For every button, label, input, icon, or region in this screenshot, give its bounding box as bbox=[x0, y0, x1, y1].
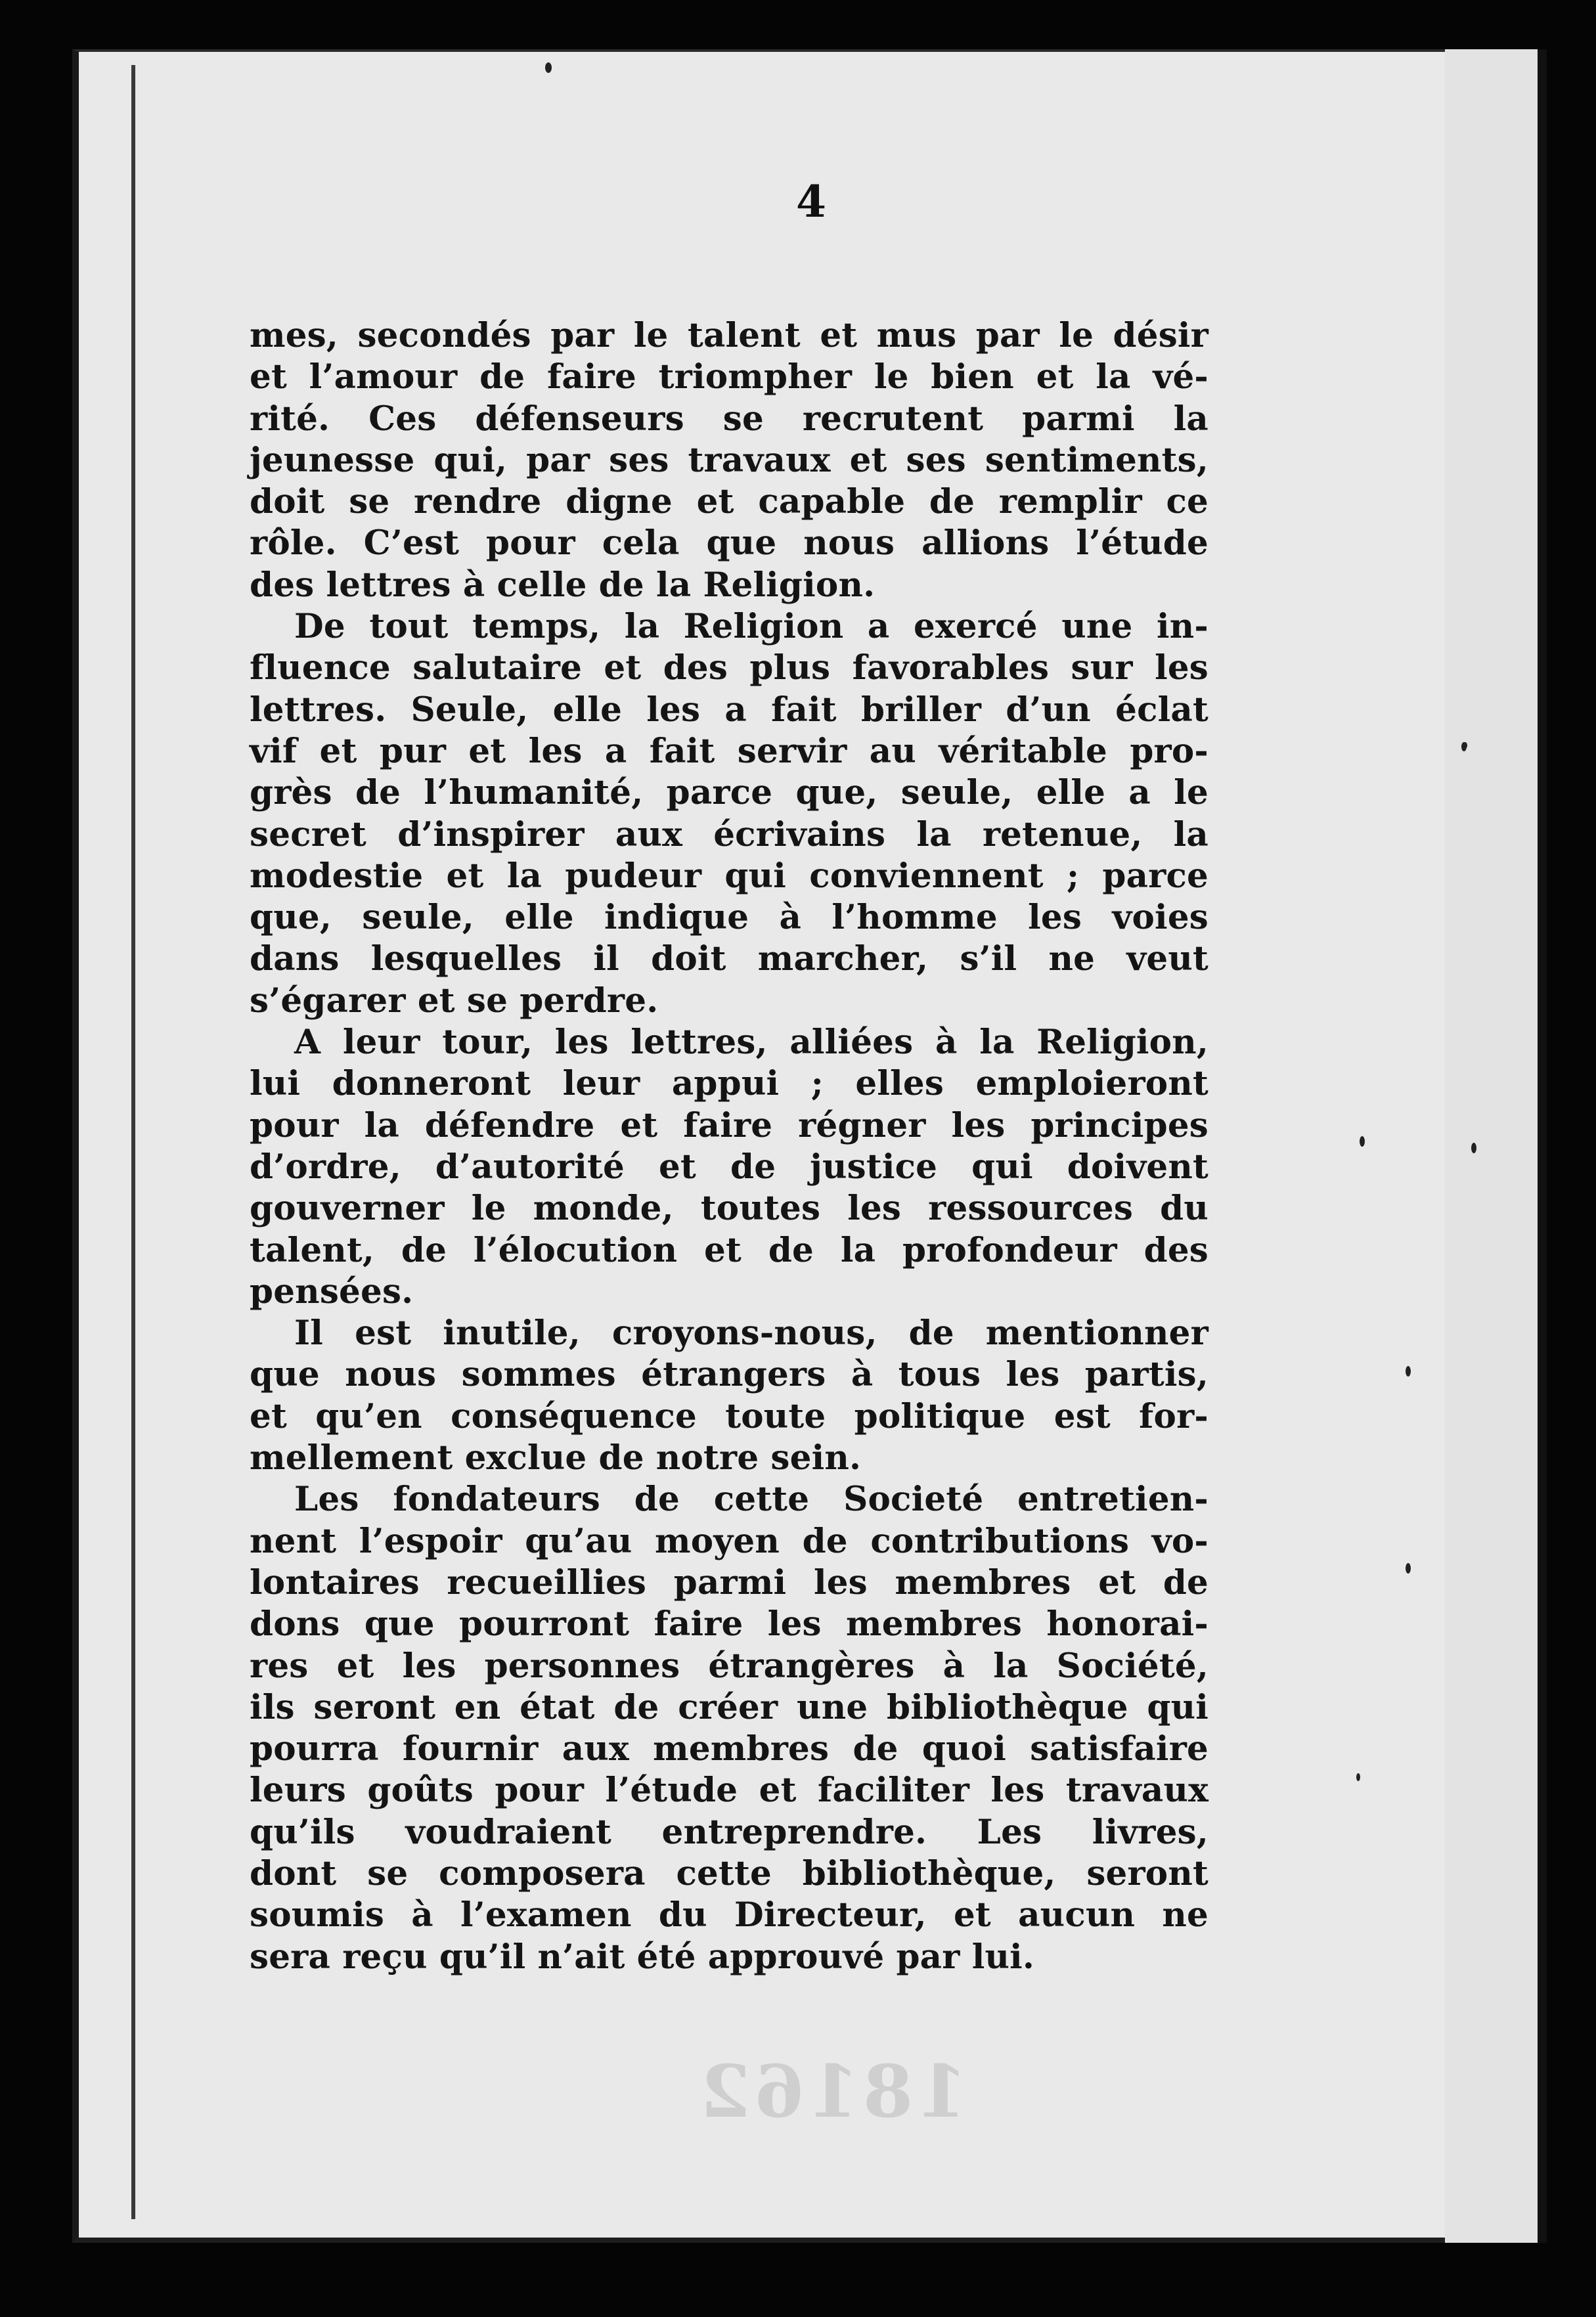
text-line: fluence salutaire et des plus favorables sur les bbox=[250, 648, 1208, 688]
text-line: que nous sommes étrangers à tous les partis, bbox=[250, 1355, 1208, 1395]
print-speck bbox=[1406, 1366, 1411, 1377]
paragraph bbox=[250, 315, 1208, 606]
print-speck bbox=[1471, 1143, 1476, 1153]
paragraph bbox=[250, 606, 1208, 1022]
text-line: que, seule, elle indique à l’homme les voies bbox=[250, 898, 1208, 938]
text-line: doit se rendre digne et capable de remplir ce bbox=[250, 482, 1208, 522]
text-line: rité. Ces défenseurs se recrutent parmi la bbox=[250, 399, 1208, 439]
page-number: 4 bbox=[796, 176, 826, 227]
text-line: gouverner le monde, toutes les ressources du bbox=[250, 1189, 1208, 1229]
page-left-border bbox=[131, 65, 135, 2219]
text-line: secret d’inspirer aux écrivains la retenue, la bbox=[250, 814, 1208, 854]
text-line: lontaires recueillies parmi les membres et de bbox=[250, 1562, 1208, 1602]
print-speck bbox=[1406, 1563, 1411, 1574]
text-line: pour la défendre et faire régner les principes bbox=[250, 1105, 1208, 1145]
text-line: Les fondateurs de cette Societé entretien- bbox=[294, 1480, 1208, 1520]
text-line: ils seront en état de créer une bibliothèque qui bbox=[250, 1687, 1208, 1727]
text-line: grès de l’humanité, parce que, seule, elle a le bbox=[250, 773, 1208, 813]
text-line: dont se composera cette bibliothèque, seront bbox=[250, 1853, 1208, 1893]
text-line: vif et pur et les a fait servir au véritable pro- bbox=[250, 731, 1208, 771]
text-line: Il est inutile, croyons-nous, de mentionner bbox=[294, 1313, 1208, 1354]
text-line: et qu’en conséquence toute politique est for- bbox=[250, 1396, 1208, 1436]
text-line: lui donneront leur appui ; elles emploieront bbox=[250, 1064, 1208, 1104]
print-speck bbox=[545, 62, 552, 73]
text-line: et l’amour de faire triompher le bien et la vé- bbox=[250, 357, 1208, 397]
text-line: d’ordre, d’autorité et de justice qui doivent bbox=[250, 1147, 1208, 1187]
text-line: rôle. C’est pour cela que nous allions l’étude bbox=[250, 523, 1208, 563]
text-line: leurs goûts pour l’étude et faciliter les travaux bbox=[250, 1771, 1208, 1811]
adjacent-page-edge bbox=[1429, 49, 1547, 2243]
text-line: jeunesse qui, par ses travaux et ses sentiments, bbox=[250, 440, 1208, 480]
text-line: A leur tour, les lettres, alliées à la Religion, bbox=[294, 1023, 1208, 1063]
text-line: De tout temps, la Religion a exercé une in- bbox=[294, 607, 1208, 647]
text-line: s’égarer et se perdre. bbox=[250, 981, 659, 1021]
body-text bbox=[250, 315, 1208, 1978]
text-line: pourra fournir aux membres de quoi satisfaire bbox=[250, 1729, 1208, 1769]
print-speck bbox=[1360, 1136, 1365, 1147]
text-line: dons que pourront faire les membres honorai- bbox=[250, 1604, 1208, 1644]
text-line: soumis à l’examen du Directeur, et aucun ne bbox=[250, 1895, 1208, 1935]
paragraph bbox=[250, 1479, 1208, 1978]
text-line: des lettres à celle de la Religion. bbox=[250, 565, 876, 605]
text-line: lettres. Seule, elle les a fait briller d’un éclat bbox=[250, 690, 1208, 730]
text-line: qu’ils voudraient entreprendre. Les livres, bbox=[250, 1812, 1208, 1852]
print-speck bbox=[1463, 742, 1467, 749]
text-line: mellement exclue de notre sein. bbox=[250, 1438, 862, 1478]
paragraph bbox=[250, 1022, 1208, 1313]
text-line: dans lesquelles il doit marcher, s’il ne veut bbox=[250, 939, 1208, 979]
print-speck bbox=[1356, 1773, 1360, 1781]
text-line: modestie et la pudeur qui conviennent ; parce bbox=[250, 856, 1208, 896]
text-line: pensées. bbox=[250, 1271, 414, 1312]
library-stamp-mark: 18162 bbox=[696, 2049, 967, 2134]
text-line: res et les personnes étrangères à la Société, bbox=[250, 1646, 1208, 1686]
text-line: sera reçu qu’il n’ait été approuvé par lui. bbox=[250, 1937, 1035, 1977]
text-line: talent, de l’élocution et de la profondeur des bbox=[250, 1230, 1208, 1270]
text-line: mes, secondés par le talent et mus par le désir bbox=[250, 316, 1208, 355]
text-line: nent l’espoir qu’au moyen de contributions vo- bbox=[250, 1521, 1208, 1561]
paragraph bbox=[250, 1313, 1208, 1479]
